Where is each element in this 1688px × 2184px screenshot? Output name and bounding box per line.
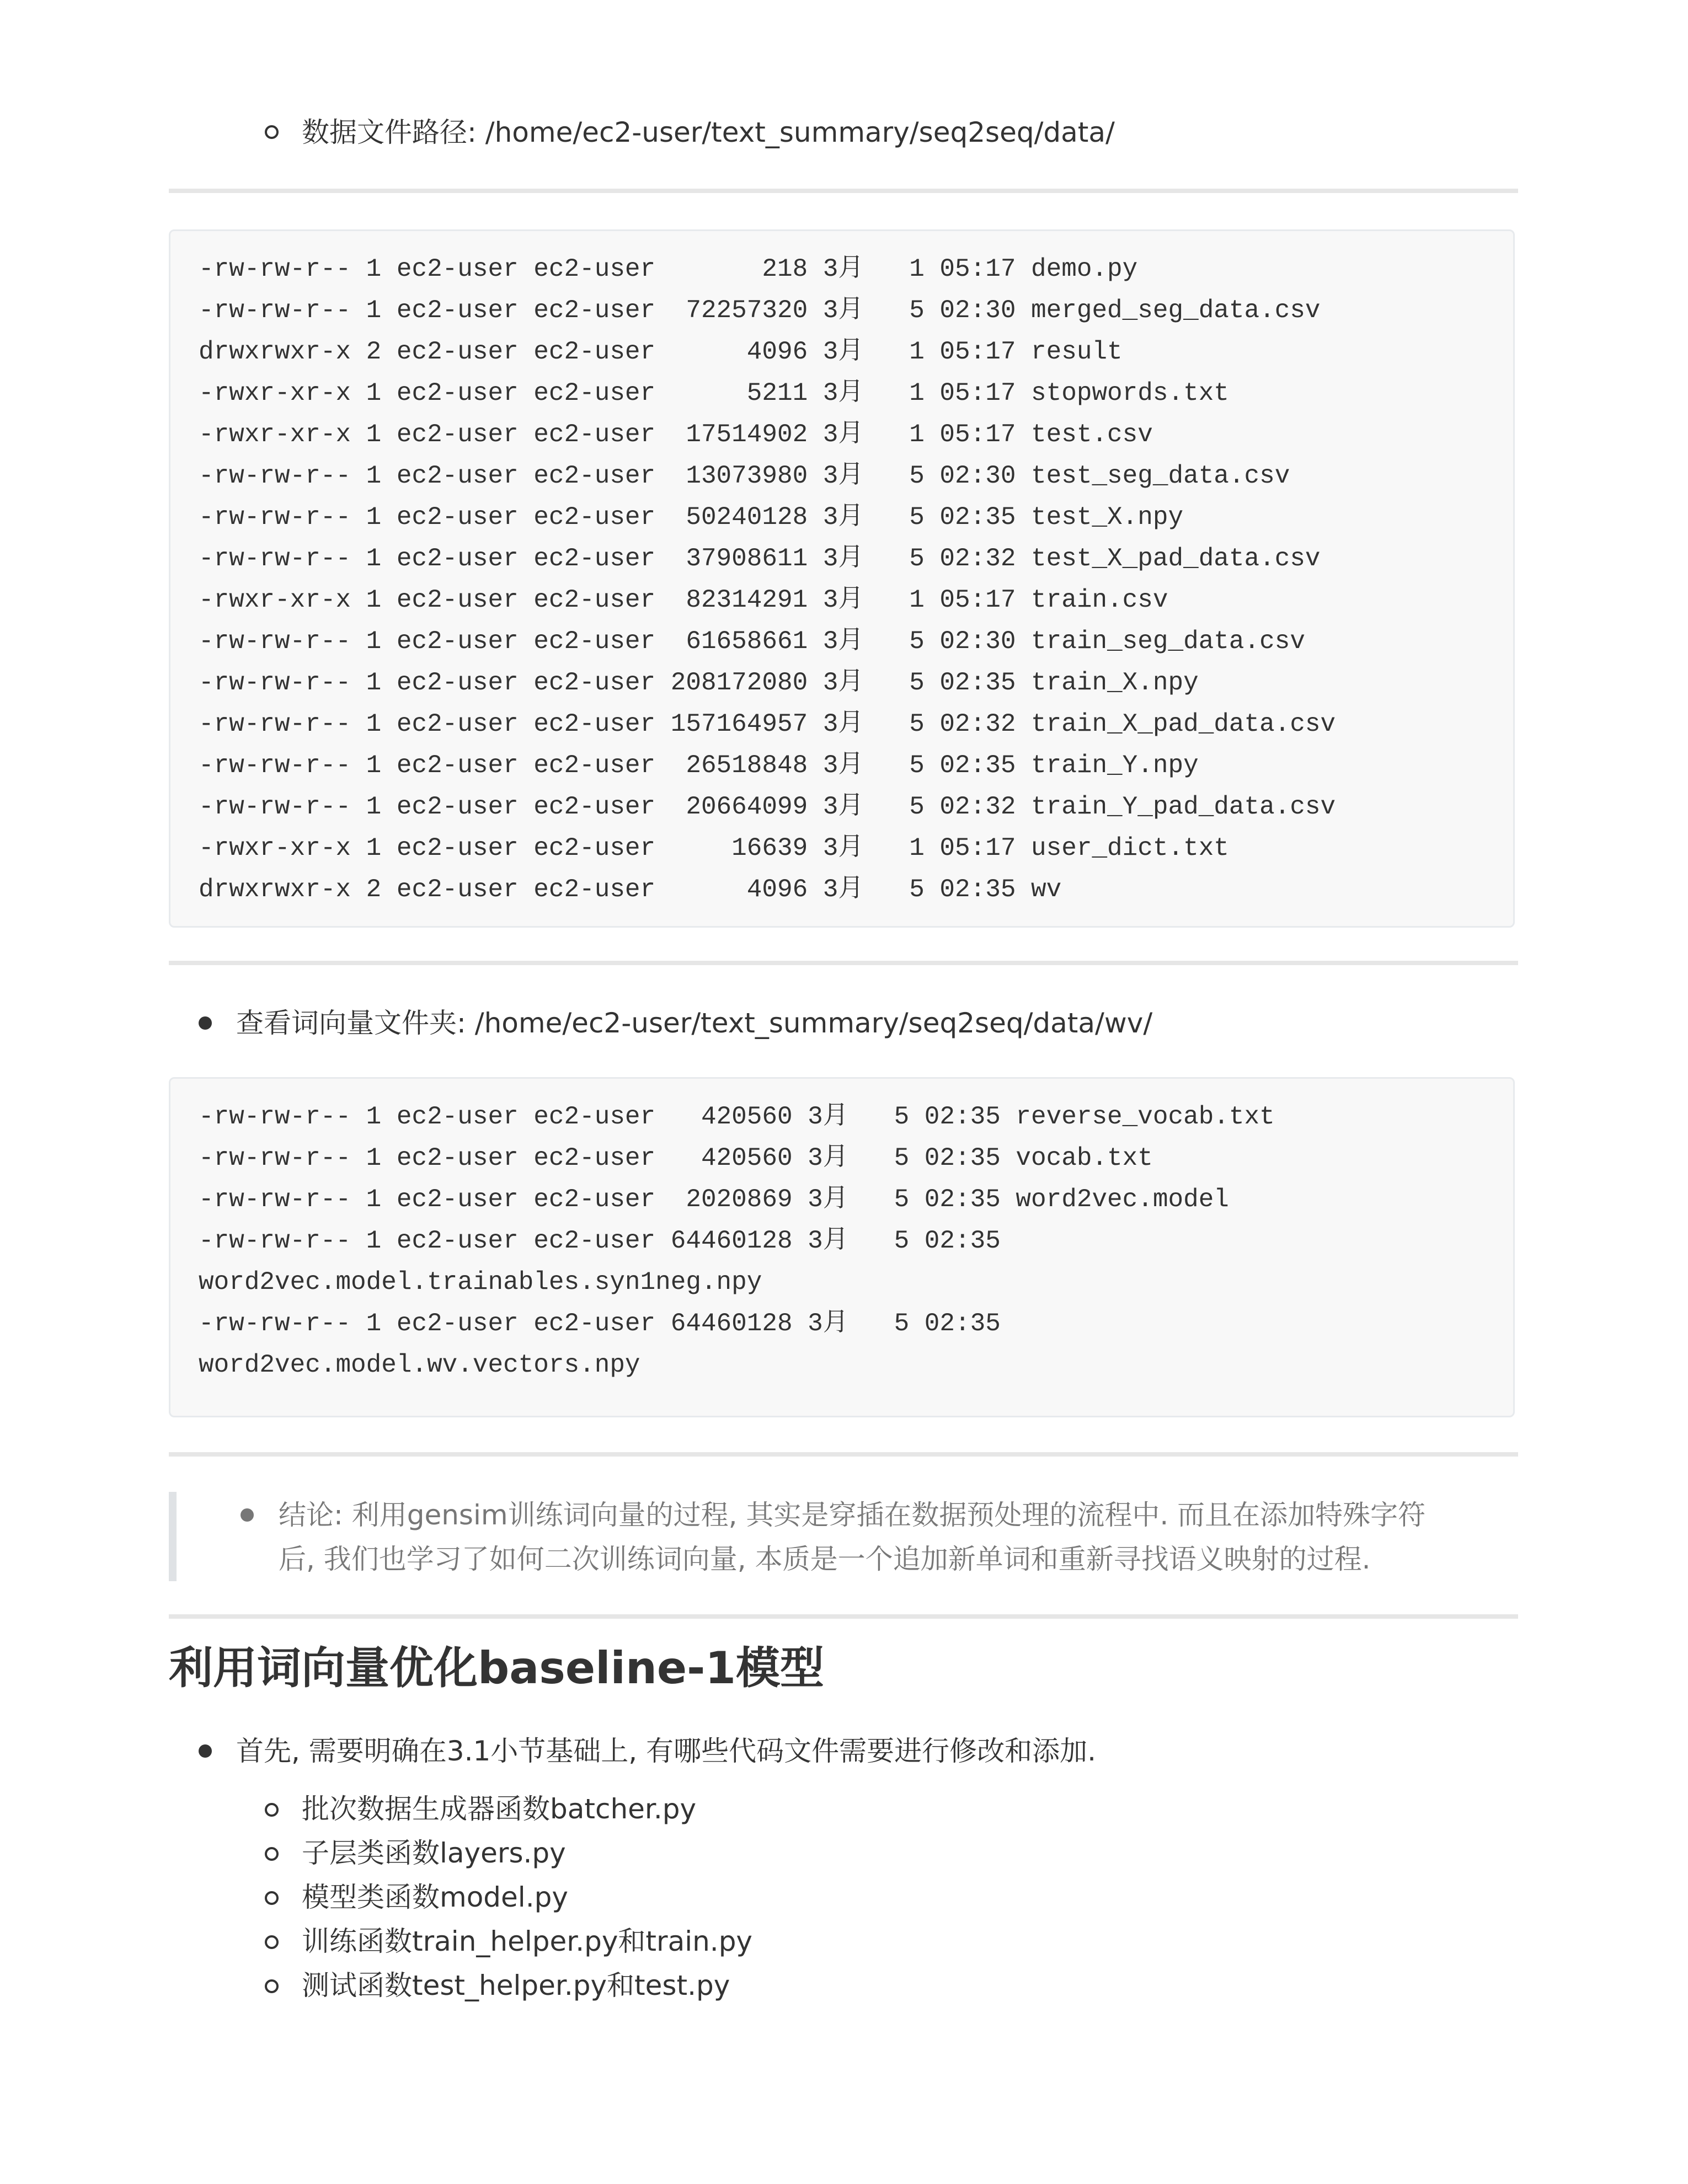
divider — [169, 189, 1518, 193]
list-bullet-disc-icon — [199, 1016, 212, 1030]
code-line: -rw-rw-r-- 1 ec2-user ec2-user 208172080 3月 5 02:35 train_X.npy — [199, 668, 1199, 697]
conclusion-line-1: 结论: 利用gensim训练词向量的过程, 其实是穿插在数据预处理的流程中. 而且在添加特殊字符 — [279, 1499, 1426, 1531]
code-line: -rwxr-xr-x 1 ec2-user ec2-user 5211 3月 1 05:17 stopwords.txt — [199, 379, 1229, 408]
wv-folder-item: 查看词向量文件夹: /home/ec2-user/text_summary/seq2seq/data/wv/ — [236, 1007, 1153, 1039]
file-item: 模型类函数model.py — [302, 1881, 568, 1913]
list-bullet-circle-icon — [265, 125, 279, 139]
code-line: -rw-rw-r-- 1 ec2-user ec2-user 61658661 3月 5 02:30 train_seg_data.csv — [199, 627, 1305, 656]
list-bullet-circle-icon — [265, 1847, 279, 1861]
code-line: -rw-rw-r-- 1 ec2-user ec2-user 20664099 3月 5 02:32 train_Y_pad_data.csv — [199, 793, 1336, 821]
code-line: word2vec.model.wv.vectors.npy — [199, 1351, 640, 1379]
code-line: -rw-rw-r-- 1 ec2-user ec2-user 72257320 3月 5 02:30 merged_seg_data.csv — [199, 296, 1321, 325]
code-line: drwxrwxr-x 2 ec2-user ec2-user 4096 3月 1 05:17 result — [199, 338, 1123, 366]
list-bullet-circle-icon — [265, 1891, 279, 1905]
code-line: -rw-rw-r-- 1 ec2-user ec2-user 26518848 3月 5 02:35 train_Y.npy — [199, 751, 1199, 780]
code-line: -rw-rw-r-- 1 ec2-user ec2-user 2020869 3月 5 02:35 word2vec.model — [199, 1185, 1229, 1214]
data-dir-listing-code-block — [169, 229, 1515, 928]
code-line: -rw-rw-r-- 1 ec2-user ec2-user 157164957 3月 5 02:32 train_X_pad_data.csv — [199, 710, 1336, 738]
file-item: 子层类函数layers.py — [302, 1837, 566, 1869]
list-bullet-disc-icon — [199, 1744, 212, 1758]
file-item: 训练函数train_helper.py和train.py — [302, 1925, 753, 1957]
code-line: -rw-rw-r-- 1 ec2-user ec2-user 420560 3月 5 02:35 reverse_vocab.txt — [199, 1102, 1275, 1131]
divider — [169, 1614, 1518, 1619]
code-line: -rw-rw-r-- 1 ec2-user ec2-user 64460128 3月 5 02:35 — [199, 1309, 1001, 1338]
wv-dir-listing-code-block — [169, 1077, 1515, 1417]
code-line: -rw-rw-r-- 1 ec2-user ec2-user 218 3月 1 05:17 demo.py — [199, 255, 1138, 283]
code-line: -rwxr-xr-x 1 ec2-user ec2-user 17514902 3月 1 05:17 test.csv — [199, 420, 1153, 449]
list-bullet-circle-icon — [265, 1935, 279, 1949]
code-line: drwxrwxr-x 2 ec2-user ec2-user 4096 3月 5 02:35 wv — [199, 875, 1062, 904]
list-bullet-circle-icon — [265, 1803, 279, 1817]
file-item: 测试函数test_helper.py和test.py — [302, 1969, 730, 2001]
code-line: -rw-rw-r-- 1 ec2-user ec2-user 13073980 3月 5 02:30 test_seg_data.csv — [199, 462, 1290, 490]
code-line: -rw-rw-r-- 1 ec2-user ec2-user 50240128 3月 5 02:35 test_X.npy — [199, 503, 1184, 532]
divider — [169, 961, 1518, 965]
code-line: word2vec.model.trainables.syn1neg.npy — [199, 1268, 762, 1297]
section-heading: 利用词向量优化baseline-1模型 — [169, 1642, 825, 1694]
data-path-item: 数据文件路径: /home/ec2-user/text_summary/seq2seq/data/ — [302, 116, 1115, 148]
blockquote-bar — [169, 1492, 177, 1581]
code-line: -rwxr-xr-x 1 ec2-user ec2-user 82314291 3月 1 05:17 train.csv — [199, 586, 1168, 614]
code-line: -rw-rw-r-- 1 ec2-user ec2-user 420560 3月 5 02:35 vocab.txt — [199, 1144, 1153, 1173]
code-line: -rw-rw-r-- 1 ec2-user ec2-user 37908611 3月 5 02:32 test_X_pad_data.csv — [199, 544, 1321, 573]
code-line: -rw-rw-r-- 1 ec2-user ec2-user 64460128 3月 5 02:35 — [199, 1227, 1001, 1255]
code-line: -rwxr-xr-x 1 ec2-user ec2-user 16639 3月 1 05:17 user_dict.txt — [199, 834, 1229, 863]
intro-item: 首先, 需要明确在3.1小节基础上, 有哪些代码文件需要进行修改和添加. — [236, 1735, 1096, 1767]
file-item: 批次数据生成器函数batcher.py — [302, 1793, 697, 1825]
divider — [169, 1452, 1518, 1457]
list-bullet-disc-icon — [241, 1508, 254, 1522]
list-bullet-circle-icon — [265, 1979, 279, 1993]
conclusion-line-2: 后, 我们也学习了如何二次训练词向量, 本质是一个追加新单词和重新寻找语义映射的过程. — [279, 1543, 1371, 1575]
